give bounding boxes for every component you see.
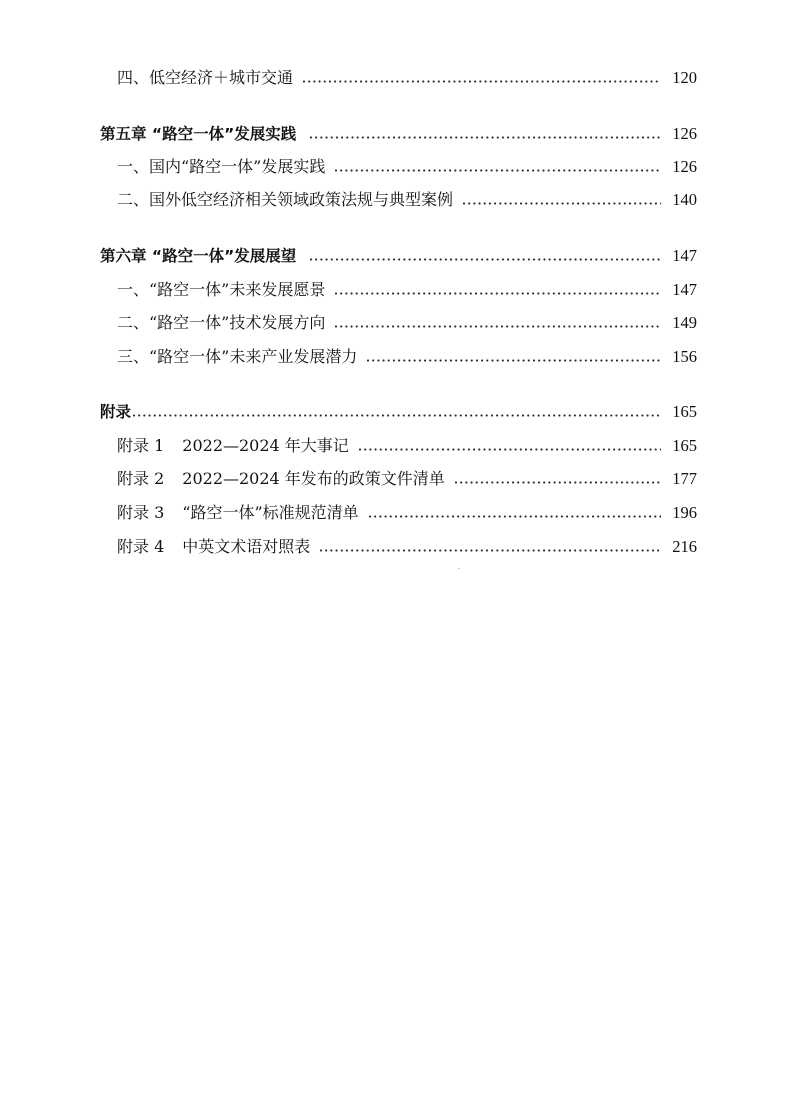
appendix-title: 2022—2024 年发布的政策文件清单 xyxy=(182,469,445,488)
toc-chapter-title: 附录 xyxy=(100,403,132,421)
toc-entry-title: 四、低空经济＋城市交通 xyxy=(117,68,294,87)
toc-page-number: 140 xyxy=(672,190,697,209)
toc-entry-title xyxy=(117,501,359,525)
toc-page-number: 120 xyxy=(672,68,697,87)
appendix-number: 附录 4 xyxy=(117,537,165,556)
toc-entry-domestic-practice[interactable] xyxy=(117,155,697,179)
dot-leader xyxy=(463,202,661,205)
toc-entry-title xyxy=(117,434,349,458)
toc-entry-tech-direction[interactable] xyxy=(117,311,697,335)
dot-leader xyxy=(310,136,661,139)
toc-page-number: 196 xyxy=(672,503,697,522)
appendix-number: 附录 1 xyxy=(117,436,165,455)
toc-appendix-1[interactable] xyxy=(117,434,697,458)
dot-leader xyxy=(369,515,661,518)
toc-appendix-2[interactable] xyxy=(117,467,697,491)
toc-entry-title xyxy=(117,535,310,559)
toc-page-number: 177 xyxy=(672,469,697,488)
toc-page-number: 126 xyxy=(672,124,697,143)
toc-page-number: 147 xyxy=(672,246,697,265)
toc-appendix[interactable] xyxy=(100,400,697,424)
toc-entry-title: 一、“路空一体”未来发展愿景 xyxy=(117,280,326,299)
toc-page-number: 156 xyxy=(672,347,697,366)
toc-entry-industry-potential[interactable] xyxy=(117,345,697,369)
appendix-title: 2022—2024 年大事记 xyxy=(182,436,349,455)
toc-entry-title: 二、“路空一体”技术发展方向 xyxy=(117,313,326,332)
toc-appendix-4[interactable] xyxy=(117,535,697,559)
toc-appendix-3[interactable] xyxy=(117,501,697,525)
dot-leader xyxy=(320,549,661,552)
dot-leader xyxy=(335,169,661,172)
dot-leader xyxy=(303,80,661,83)
toc-page-number: 147 xyxy=(672,280,697,299)
toc-entry-low-altitude-urban-traffic[interactable] xyxy=(117,66,697,90)
toc-entry-foreign-policies[interactable] xyxy=(117,188,697,212)
dot-leader xyxy=(335,325,661,328)
scan-speck xyxy=(458,568,460,569)
toc-chapter-title: 第六章 “路空一体”发展展望 xyxy=(100,247,297,265)
toc-chapter-5[interactable] xyxy=(100,122,697,146)
toc-entry-title: 三、“路空一体”未来产业发展潜力 xyxy=(117,347,358,366)
toc-entry-title xyxy=(117,467,445,491)
toc-entry-title: 二、国外低空经济相关领域政策法规与典型案例 xyxy=(117,190,454,209)
toc-page-number: 149 xyxy=(672,313,697,332)
toc-entry-title: 一、国内“路空一体”发展实践 xyxy=(117,157,326,176)
appendix-number: 附录 2 xyxy=(117,469,165,488)
toc-page-number: 165 xyxy=(672,436,697,455)
toc-page-number: 165 xyxy=(672,402,697,421)
toc-chapter-title: 第五章 “路空一体”发展实践 xyxy=(100,125,297,143)
dot-leader xyxy=(455,481,661,484)
appendix-number: 附录 3 xyxy=(117,503,165,522)
toc-page-number: 216 xyxy=(672,537,697,556)
dot-leader xyxy=(359,448,661,451)
dot-leader xyxy=(335,292,661,295)
dot-leader xyxy=(367,359,661,362)
toc-chapter-6[interactable] xyxy=(100,244,697,268)
dot-leader xyxy=(133,414,661,417)
dot-leader xyxy=(310,258,661,261)
toc-page-number: 126 xyxy=(672,157,697,176)
appendix-title: “路空一体”标准规范清单 xyxy=(182,503,359,522)
appendix-title: 中英文术语对照表 xyxy=(182,537,311,556)
toc-entry-future-vision[interactable] xyxy=(117,278,697,302)
